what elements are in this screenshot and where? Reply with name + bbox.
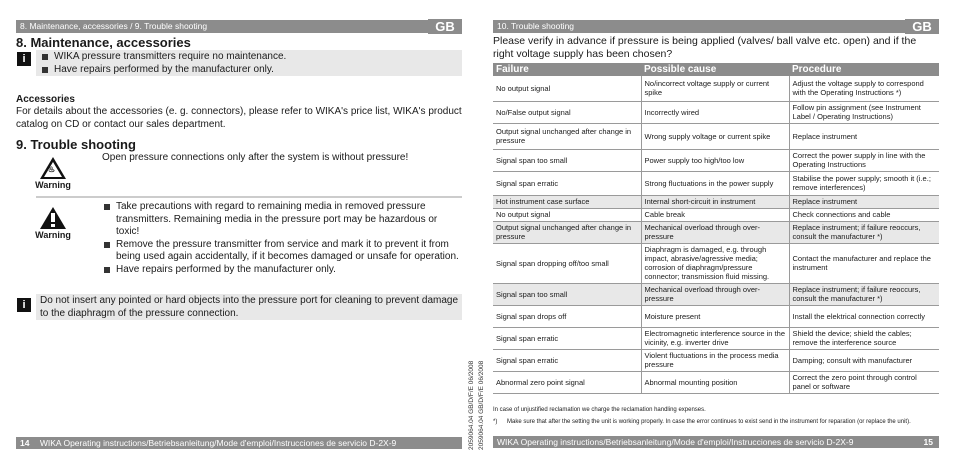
cause-cell: Mechanical overload through over-pressure <box>641 283 789 305</box>
failure-cell: Signal span erratic <box>493 171 641 195</box>
footnote-asterisk <box>493 419 939 426</box>
cause-cell: Moisture present <box>641 305 789 327</box>
warning-label: Warning <box>35 180 71 190</box>
failure-cell: Signal span dropping off/too small <box>493 243 641 283</box>
failure-cell: No output signal <box>493 76 641 101</box>
cause-cell: Electromagnetic interference source in the vicinity, e.g. inverter drive <box>641 327 789 349</box>
cause-cell: Wrong supply voltage or current spike <box>641 123 789 149</box>
cause-cell: Incorrectly wired <box>641 101 789 123</box>
procedure-cell: Replace instrument <box>789 123 939 149</box>
procedure-cell: Shield the device; shield the cables; remove the interference source <box>789 327 939 349</box>
left-page-number: 14 <box>20 438 30 448</box>
procedure-cell: Correct the power supply in line with the Operating Instructions <box>789 149 939 171</box>
table-row <box>493 327 939 349</box>
accessories-text: For details about the accessories (e. g. connectors), please refer to WIKA's price list, WIKA's product catalog on CD or contact our sales department. <box>16 106 462 130</box>
right-footer-text: WIKA Operating instructions/Betriebsanleitung/Mode d'emploi/Instrucciones de servicio D-2X-9 <box>497 437 854 447</box>
cause-cell: Strong fluctuations in the power supply <box>641 171 789 195</box>
cause-cell: Cable break <box>641 208 789 221</box>
failure-cell: Output signal unchanged after change in pressure <box>493 221 641 243</box>
table-row <box>493 208 939 221</box>
failure-cell: Signal span drops off <box>493 305 641 327</box>
failure-cell: Signal span erratic <box>493 349 641 371</box>
table-header-row <box>493 63 939 76</box>
failure-cell: Hot instrument case surface <box>493 195 641 208</box>
warning2-bullet: Have repairs performed by the manufacturer only. <box>102 264 462 277</box>
accessories-heading: Accessories <box>16 94 75 105</box>
failure-cell: Signal span too small <box>493 283 641 305</box>
info-icon: i <box>17 52 31 66</box>
column-header: Failure <box>493 63 641 76</box>
right-page-header <box>493 20 939 33</box>
table-row <box>493 305 939 327</box>
left-footer-text: WIKA Operating instructions/Betriebsanleitung/Mode d'emploi/Instrucciones de servicio D-2X-9 <box>39 438 397 448</box>
table-row <box>493 195 939 208</box>
cause-cell: Diaphragm is damaged, e.g. through impact, abrasive/agressive media; corrosion of diaphragm/pressure connector; transmission fluid missing. <box>641 243 789 283</box>
left-header-text: 8. Maintenance, accessories / 9. Trouble shooting <box>20 21 208 31</box>
trouble-table <box>493 63 939 394</box>
left-page-footer <box>16 437 462 449</box>
warning2-bullet: Remove the pressure transmitter from service and mark it to prevent it from being used again accidentally, if it becomes damaged or unsafe for operation. <box>102 239 462 264</box>
table-row <box>493 283 939 305</box>
left-page-header <box>16 20 462 33</box>
table-row <box>493 243 939 283</box>
warning2-bullets <box>102 201 462 276</box>
failure-cell: No output signal <box>493 208 641 221</box>
section8-bullet: WIKA pressure transmitters require no maintenance. <box>40 51 460 64</box>
procedure-cell: Install the elektrical connection correctly <box>789 305 939 327</box>
cause-cell: No/incorrect voltage supply or current spike <box>641 76 789 101</box>
procedure-cell: Correct the zero point through control panel or software <box>789 371 939 393</box>
info-icon: i <box>17 298 31 312</box>
failure-cell: Output signal unchanged after change in pressure <box>493 123 641 149</box>
right-header-text: 10. Trouble shooting <box>497 21 575 31</box>
intro-text: Please verify in advance if pressure is being applied (valves/ ball valve etc. open) and if the right voltage supply has been chosen? <box>493 35 917 60</box>
table-row <box>493 349 939 371</box>
section9-title: 9. Trouble shooting <box>16 137 136 152</box>
cause-cell: Mechanical overload through over-pressure <box>641 221 789 243</box>
warning-label: Warning <box>35 230 71 240</box>
column-header: Procedure <box>789 63 939 76</box>
procedure-cell: Check connections and cable <box>789 208 939 221</box>
right-page-number: 15 <box>923 437 933 447</box>
failure-cell: Signal span too small <box>493 149 641 171</box>
cause-cell: Violent fluctuations in the process media pressure <box>641 349 789 371</box>
procedure-cell: Adjust the voltage supply to correspond with the Operating Instructions *) <box>789 76 939 101</box>
right-lang-badge: GB <box>905 19 939 34</box>
cause-cell: Abnormal mounting position <box>641 371 789 393</box>
cause-cell: Power supply too high/too low <box>641 149 789 171</box>
section8-bullets <box>40 51 460 76</box>
table-row <box>493 149 939 171</box>
procedure-cell: Contact the manufacturer and replace the instrument <box>789 243 939 283</box>
table-row <box>493 171 939 195</box>
footnote-mark: *) <box>493 419 498 425</box>
warning-divider <box>36 196 462 198</box>
procedure-cell: Damping; consult with manufacturer <box>789 349 939 371</box>
right-page-footer <box>493 436 939 448</box>
margin-code: 2059064.04 GB/D/F/E 06/2008 <box>478 360 485 450</box>
procedure-cell: Stabilise the power supply; smooth it (i.e.; remove interferences) <box>789 171 939 195</box>
procedure-cell: Follow pin assignment (see Instrument Label / Operating Instructions) <box>789 101 939 123</box>
table-row <box>493 221 939 243</box>
right-page <box>477 0 954 471</box>
left-lang-badge: GB <box>428 19 462 34</box>
section8-bullet: Have repairs performed by the manufacturer only. <box>40 64 460 77</box>
footnote-text: Make sure that after the setting the unit is working properly. In case the error continues to exist send in the instrument for reparation (or replace the unit). <box>507 419 911 425</box>
warning-hot-icon: ♨ Warning <box>27 157 79 190</box>
failure-cell: Signal span erratic <box>493 327 641 349</box>
warning-exclamation-icon <box>27 207 79 240</box>
procedure-cell: Replace instrument; if failure reoccurs, consult the manufacturer *) <box>789 283 939 305</box>
margin-code: 2059064.04 GB/D/F/E 06/2008 <box>468 360 475 450</box>
procedure-cell: Replace instrument; if failure reoccurs, consult the manufacturer *) <box>789 221 939 243</box>
failure-cell: Abnormal zero point signal <box>493 371 641 393</box>
table-row <box>493 371 939 393</box>
cause-cell: Internal short-circuit in instrument <box>641 195 789 208</box>
warning2-bullet: Take precautions with regard to remaining media in removed pressure transmitters. Remaining media in the pressure port may be hazardous or toxic! <box>102 201 462 239</box>
table-row <box>493 101 939 123</box>
warning1-text: Open pressure connections only after the system is without pressure! <box>102 152 409 163</box>
table-row <box>493 76 939 101</box>
info-text: Do not insert any pointed or hard objects into the pressure port for cleaning to prevent damage to the diaphragm of the pressure connection. <box>40 295 459 319</box>
section8-title: 8. Maintenance, accessories <box>16 35 191 50</box>
procedure-cell: Replace instrument <box>789 195 939 208</box>
table-row <box>493 123 939 149</box>
failure-cell: No/False output signal <box>493 101 641 123</box>
footnote-reclamation: In case of unjustified reclamation we charge the reclamation handling expenses. <box>493 407 706 413</box>
column-header: Possible cause <box>641 63 789 76</box>
